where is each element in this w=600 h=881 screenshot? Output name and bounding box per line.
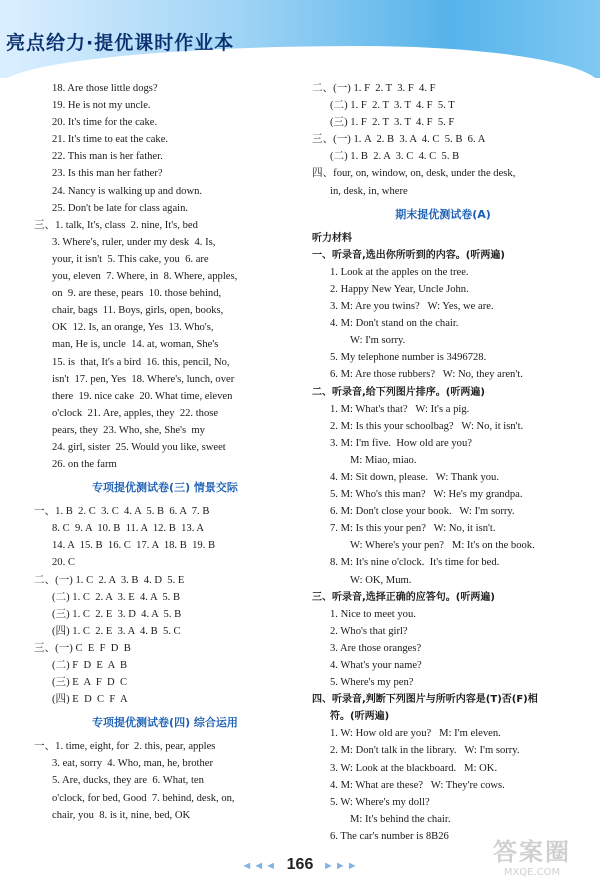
text-line: 4. What's your name? [330,660,422,671]
text-line: isn't 17. pen, Yes 18. Where's, lunch, over [52,373,235,385]
text-line: OK 12. Is, an orange, Yes 13. Who's, [52,322,214,334]
listen-section-1 [312,264,574,384]
text-line: chair, you 8. is it, nine, bed, OK [52,809,191,821]
text-line: 26. on the farm [52,459,117,471]
text-line: in, desk, in, where [330,185,408,197]
text-line: 三、1. talk, It's, class 2. nine, It's, bed [34,219,198,231]
text-line: 2. Happy New Year, Uncle John. [330,283,469,295]
book-title: 亮点给力·提优课时作业本 [6,32,235,54]
watermark-text: 答案圈 [493,838,571,866]
header-banner [0,0,600,78]
watermark-url: MXQE.COM [503,867,561,878]
text-line: 三、(一) C E F D B [34,642,131,654]
text-line: 5. Are, ducks, they are 6. What, ten [52,775,204,787]
text-line: 1. W: How old are you? M: I'm eleven. [330,728,501,740]
text-line: 1. Look at the apples on the tree. [330,266,469,278]
text-line: 3. Where's, ruler, under my desk 4. Is, [52,236,216,248]
left-column [34,80,296,824]
listen-section-3-title: 三、听录音,选择正确的应答句。(听两遍) [312,591,495,603]
text-line: 1. Nice to meet you. [330,608,416,620]
text-line: 2. Who's that girl? [330,625,408,637]
text-line: 4. M: Don't stand on the chair. [330,318,459,330]
text-line: 23. Is this man her father? [52,168,163,180]
text-line: 8. C 9. A 10. B 11. A 12. B 13. A [52,523,205,535]
section-heading-4: 专项提优测试卷(四) 综合运用 [92,716,238,730]
text-line: your, it isn't 5. This cake, you 6. are [52,253,209,265]
text-line: (三) 1. F 2. T 3. T 4. F 5. F [330,117,455,129]
text-line: 4. M: Sit down, please. W: Thank you. [330,471,499,483]
text-line: there 19. nice cake 20. What time, eleven [52,390,233,402]
text-line: 5. M: Who's this man? W: He's my grandpa. [330,489,523,501]
text-line: 24. Nancy is walking up and down. [52,185,203,197]
text-line: 4. M: What are these? W: They're cows. [330,779,505,791]
text-line: 3. Are those oranges? [330,642,422,654]
text-line: W: OK, Mum. [350,574,412,586]
text-line: 3. W: Look at the blackboard. M: OK. [330,762,498,774]
text-line: 8. M: It's nine o'clock. It's time for bed. [330,557,500,569]
section-heading-3: 专项提优测试卷(三) 情景交际 [92,481,238,495]
text-line: 22. This man is her father. [52,151,163,163]
listen-section-3 [312,606,574,691]
text-line: 2. M: Is this your schoolbag? W: No, it isn't. [330,420,524,432]
text-line: 5. W: Where's my doll? [330,796,430,808]
text-line: on 9. are these, pears 10. those behind, [52,288,222,300]
text-line: pears, they 23. Who, she, She's my [52,424,205,436]
text-line: (二) F D E A B [52,660,128,671]
text-line: (四) 1. C 2. E 3. A 4. B 5. C [52,625,181,637]
text-line: man, He is, uncle 14. at, woman, She's [52,339,219,351]
listen-section-1-title: 一、听录音,选出你所听到的内容。(听两遍) [312,249,505,261]
text-line: W: I'm sorry. [350,335,406,347]
answer-block-sec2b [34,572,296,640]
text-line: 6. The car's number is 8B26 [330,830,449,842]
text-line: 20. C [52,557,75,569]
text-line: (三) 1. C 2. E 3. D 4. A 5. B [52,608,182,620]
text-line: 24. girl, sister 25. Would you like, sweet [52,441,226,453]
text-line: 3. eat, sorry 4. Who, man, he, brother [52,758,214,770]
next-arrows-icon: ►►► [322,860,359,872]
text-line: o'clock 21. Are, apples, they 22. those [52,407,219,419]
text-line: M: Miao, miao. [350,454,417,466]
answer-block-sec1b [34,503,296,571]
listen-section-2 [312,401,574,589]
listen-section-2-title: 二、听录音,给下列图片排序。(听两遍) [312,386,485,398]
answer-block-sec3b [34,640,296,708]
text-line: 6. M: Are those rubbers? W: No, they aren't. [330,369,523,381]
text-line: 2. M: Don't talk in the library. W: I'm sorry. [330,745,520,757]
text-line: W: Where's your pen? M: It's on the book. [350,540,535,552]
text-line: 1. M: What's that? W: It's a pig. [330,403,470,415]
text-line: 三、(一) 1. A 2. B 3. A 4. C 5. B 6. A [312,134,486,146]
answer-block-sec1c [34,738,296,823]
text-line: 14. A 15. B 16. C 17. A 18. B 19. B [52,540,216,552]
listen-section-4 [312,725,574,845]
text-line: 3. M: I'm five. How old are you? [330,437,472,449]
watermark-logo [472,832,592,878]
text-line: 一、1. B 2. C 3. C 4. A 5. B 6. A 7. B [34,506,210,518]
text-line: 6. M: Don't close your book. W: I'm sorry. [330,506,515,518]
text-line: 7. M: Is this your pen? W: No, it isn't. [330,523,496,535]
text-line: you, eleven 7. Where, in 8. Where, apples, [52,271,238,283]
prev-arrows-icon: ◄◄◄ [241,860,278,872]
text-line: 一、1. time, eight, for 2. this, pear, apples [34,741,216,753]
answer-block-a [34,80,296,217]
text-line: (三) E A F D C [52,677,128,689]
text-line: 二、(一) 1. C 2. A 3. B 4. D 5. E [34,574,185,586]
right-column [312,80,574,845]
answer-block-top [312,80,574,200]
text-line: 21. It's time to eat the cake. [52,134,169,146]
answer-block-sec3 [34,217,296,473]
text-line: (四) E D C F A [52,694,128,706]
listen-section-4-title-cont: 符。(听两遍) [330,711,390,723]
section-heading-final: 期末提优测试卷(A) [395,207,491,221]
text-line: 二、(一) 1. F 2. T 3. F 4. F [312,83,436,94]
text-line: chair, bags 11. Boys, girls, open, books, [52,305,224,317]
text-line: 3. M: Are you twins? W: Yes, we are. [330,301,494,313]
text-line: 19. He is not my uncle. [52,100,151,112]
text-line: o'clock, for bed, Good 7. behind, desk, on, [52,792,235,804]
text-line: 20. It's time for the cake. [52,117,158,129]
text-line: 5. Where's my pen? [330,677,414,689]
text-line: M: It's behind the chair. [350,813,451,825]
text-line: (二) 1. F 2. T 3. T 4. F 5. T [330,100,455,112]
text-line: 18. Are those little dogs? [52,83,158,94]
page-number: 166 [286,856,314,873]
text-line: 5. My telephone number is 3496728. [330,352,487,364]
text-line: 25. Don't be late for class again. [52,202,189,214]
listening-label: 听力材料 [312,232,352,244]
text-line: 四、four, on, window, on, desk, under the desk, [312,168,516,180]
text-line: 15. is that, It's a bird 16. this, pencil, No, [52,356,230,368]
listen-section-4-title: 四、听录音,判断下列图片与所听内容是(T)否(F)相 [312,694,538,706]
text-line: (二) 1. C 2. A 3. E 4. A 5. B [52,591,181,603]
text-line: (二) 1. B 2. A 3. C 4. C 5. B [330,151,460,163]
